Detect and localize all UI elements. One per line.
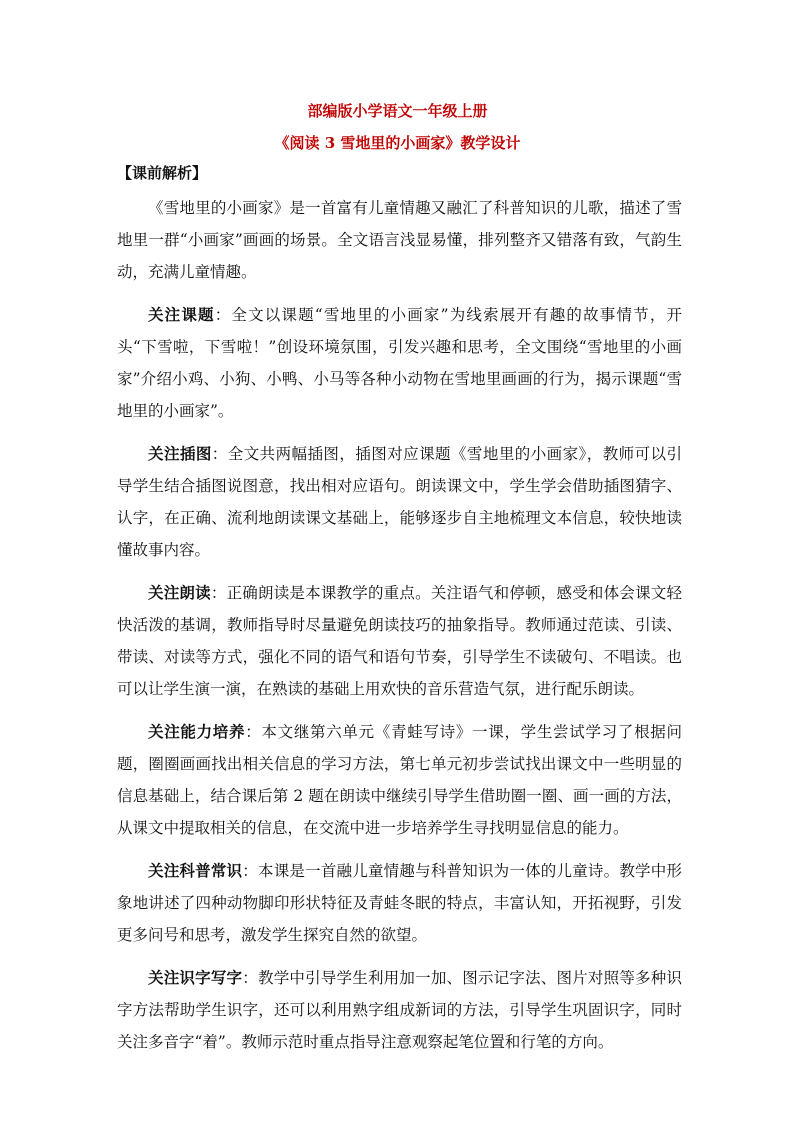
- paragraph-lead: 关注能力培养: [148, 722, 246, 741]
- paragraph-text: ：教学中引导学生利用加一加、图示记字法、图片对照等多种识字方法帮助学生识字，还可以利用熟字组成新词的方法，引导学生巩固识字，同时关注多音字“着”。教师示范时重点指导注意观察起笔位置和行笔的方向。: [117, 969, 682, 1051]
- paragraph-text: 《雪地里的小画家》是一首富有儿童情趣又融汇了科普知识的儿歌，描述了雪地里一群“小画家”画画的场景。全文语言浅显易懂，排列整齐又错落有致，气韵生动，充满儿童情趣。: [117, 199, 682, 281]
- section-heading: 【课前解析】: [117, 164, 208, 182]
- paragraph-literacy: [117, 962, 682, 1058]
- paragraph-ability: [117, 716, 682, 844]
- paragraph-text: ：全文共两幅插图，插图对应课题《雪地里的小画家》，教师可以引导学生结合插图说图意，找出相对应语句。朗读课文中，学生学会借助插图猜字、认字，在正确、流利地朗读课文基础上，能够逐步自主地梳理文本信息，较快地读懂故事内容。: [117, 445, 682, 559]
- paragraph-illustration: [117, 438, 682, 566]
- paragraph-text: ：本文继第六单元《青蛙写诗》一课，学生尝试学习了根据问题，圈圈画画找出相关信息的学习方法，第七单元初步尝试找出课文中一些明显的信息基础上，结合课后第 2 题在朗读中继续引导学生借助圈一圈、画一画的方法，从课文中提取相关的信息，在交流中进一步培养学生寻找明显信息的能力。: [117, 723, 682, 837]
- paragraph-text: ：正确朗读是本课教学的重点。关注语气和停顿，感受和体会课文轻快活泼的基调，教师指导时尽量避免朗读技巧的抽象指导。教师通过范读、引读、带读、对读等方式，强化不同的语气和语句节奏，引导学生不读破句、不唱读。也可以让学生演一演，在熟读的基础上用欢快的音乐营造气氛，进行配乐朗读。: [117, 584, 682, 698]
- paragraph-text: ：全文以课题“雪地里的小画家”为线索展开有趣的故事情节，开头“下雪啦，下雪啦！”创设环境氛围，引发兴趣和思考，全文围绕“雪地里的小画家”介绍小鸡、小狗、小鸭、小马等各种小动物在雪地里画画的行为，揭示课题“雪地里的小画家”。: [117, 306, 682, 420]
- paragraph-intro: [117, 192, 682, 288]
- paragraph-lead: 关注朗读: [148, 583, 211, 602]
- document-subtitle: 《阅读 3 雪地里的小画家》教学设计: [274, 134, 521, 152]
- paragraph-reading: [117, 577, 682, 705]
- paragraph-text: ：本课是一首融儿童情趣与科普知识为一体的儿童诗。教学中形象地讲述了四种动物脚印形状特征及青蛙冬眠的特点，丰富认知，开拓视野，引发更多问号和思考，激发学生探究自然的欲望。: [117, 862, 682, 944]
- paragraph-lead: 关注识字写字: [148, 968, 243, 987]
- paragraph-lead: 关注科普常识: [148, 861, 243, 880]
- paragraph-lead: 关注课题: [148, 305, 215, 324]
- document-body: [117, 192, 682, 1069]
- paragraph-lead: 关注插图: [148, 444, 212, 463]
- document-title: 部编版小学语文一年级上册: [307, 102, 488, 120]
- paragraph-science: [117, 855, 682, 951]
- paragraph-topic: [117, 299, 682, 427]
